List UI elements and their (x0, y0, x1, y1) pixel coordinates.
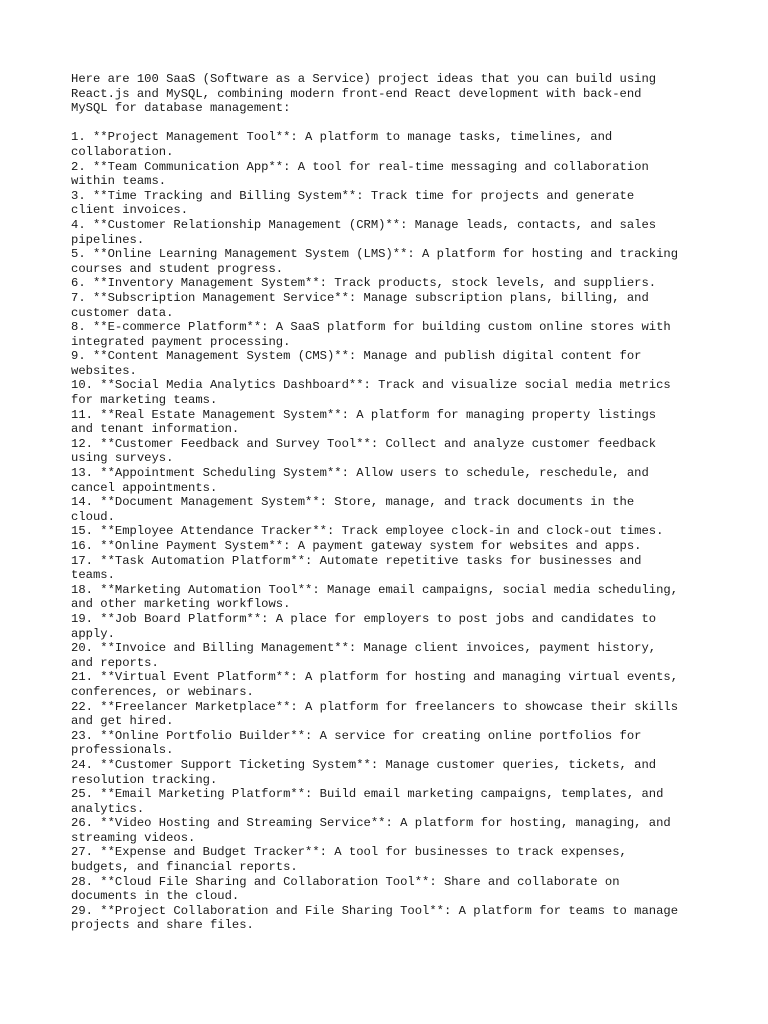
list-item-line: for marketing teams. (71, 393, 218, 408)
list-item-line: collaboration. (71, 144, 174, 159)
list-item-line: 14. **Document Management System**: Store, manage, and track documents in the (71, 495, 635, 510)
list-item-line: 5. **Online Learning Management System (LMS)**: A platform for hosting and tracking (71, 247, 679, 262)
list-item-line: projects and share files. (71, 918, 254, 933)
intro-line: MySQL for database management: (71, 101, 291, 116)
list-item-line: 13. **Appointment Scheduling System**: Allow users to schedule, reschedule, and (71, 466, 649, 481)
list-item-line: 11. **Real Estate Management System**: A platform for managing property listings (71, 407, 657, 422)
list-item-line: 21. **Virtual Event Platform**: A platform for hosting and managing virtual events, (71, 670, 679, 685)
list-item-line: pipelines. (71, 232, 145, 247)
list-item-line: 15. **Employee Attendance Tracker**: Track employee clock-in and clock-out times. (71, 524, 664, 539)
list-item-line: 1. **Project Management Tool**: A platform to manage tasks, timelines, and (71, 130, 613, 145)
document-page (71, 72, 711, 933)
list-item-line: conferences, or webinars. (71, 684, 254, 699)
list-item-line: analytics. (71, 801, 145, 816)
list-item-line: resolution tracking. (71, 772, 218, 787)
list-item-line: 12. **Customer Feedback and Survey Tool**: Collect and analyze customer feedback (71, 436, 657, 451)
list-item-line: 29. **Project Collaboration and File Sharing Tool**: A platform for teams to manage (71, 903, 679, 918)
list-item-line: documents in the cloud. (71, 889, 240, 904)
intro-line: Here are 100 SaaS (Software as a Service) project ideas that you can build using (71, 72, 657, 86)
list-item-line: 8. **E-commerce Platform**: A SaaS platform for building custom online stores with (71, 320, 671, 335)
list-item-line: 28. **Cloud File Sharing and Collaboration Tool**: Share and collaborate on (71, 874, 620, 889)
list-item-line: professionals. (71, 743, 174, 758)
list-item-line: budgets, and financial reports. (71, 860, 298, 875)
list-item-line: apply. (71, 626, 115, 641)
list-item-line: within teams. (71, 174, 167, 189)
intro-line: React.js and MySQL, combining modern front-end React development with back-end (71, 86, 642, 101)
list-item-line: and get hired. (71, 714, 174, 729)
list-item-line: integrated payment processing. (71, 334, 291, 349)
list-item-line: and other marketing workflows. (71, 597, 291, 612)
list-item-line: 27. **Expense and Budget Tracker**: A tool for businesses to track expenses, (71, 845, 627, 860)
list-item-line: 4. **Customer Relationship Management (CRM)**: Manage leads, contacts, and sales (71, 217, 657, 232)
list-item-line: 23. **Online Portfolio Builder**: A service for creating online portfolios for (71, 728, 642, 743)
list-item-line: 24. **Customer Support Ticketing System**: Manage customer queries, tickets, and (71, 757, 657, 772)
list-item-line: and reports. (71, 655, 159, 670)
list-item-line: client invoices. (71, 203, 189, 218)
list-item-line: using surveys. (71, 451, 174, 466)
list-item-line: 22. **Freelancer Marketplace**: A platform for freelancers to showcase their skills (71, 699, 679, 714)
list-item-line: streaming videos. (71, 830, 196, 845)
list-item-line: cancel appointments. (71, 480, 218, 495)
list-item-line: 18. **Marketing Automation Tool**: Manage email campaigns, social media scheduling, (71, 582, 679, 597)
list-item-line: and tenant information. (71, 422, 240, 437)
list-item-line: 9. **Content Management System (CMS)**: Manage and publish digital content for (71, 349, 642, 364)
list-item-line: 16. **Online Payment System**: A payment gateway system for websites and apps. (71, 539, 642, 553)
list-item-line: websites. (71, 363, 137, 378)
list-item-line: 7. **Subscription Management Service**: Manage subscription plans, billing, and (71, 290, 649, 305)
list-item-line: 6. **Inventory Management System**: Track products, stock levels, and suppliers. (71, 276, 657, 291)
list-item-line: courses and student progress. (71, 261, 284, 276)
list-item-line: 17. **Task Automation Platform**: Automate repetitive tasks for businesses and (71, 553, 642, 568)
list-item-line: 3. **Time Tracking and Billing System**: Track time for projects and generate (71, 188, 635, 203)
list-item-line: 25. **Email Marketing Platform**: Build email marketing campaigns, templates, and (71, 787, 664, 802)
list-item-line: customer data. (71, 305, 174, 320)
list-item-line: teams. (71, 568, 115, 583)
list-item-line: 19. **Job Board Platform**: A place for employers to post jobs and candidates to (71, 611, 657, 626)
idea-list (71, 130, 711, 933)
list-item-line: 20. **Invoice and Billing Management**: Manage client invoices, payment history, (71, 641, 657, 656)
list-item-line: cloud. (71, 509, 115, 524)
list-item-line: 2. **Team Communication App**: A tool for real-time messaging and collaboration (71, 159, 649, 174)
list-item-line: 26. **Video Hosting and Streaming Service**: A platform for hosting, managing, and (71, 816, 671, 831)
list-item-line: 10. **Social Media Analytics Dashboard**: Track and visualize social media metrics (71, 378, 671, 393)
intro-paragraph (71, 72, 711, 116)
